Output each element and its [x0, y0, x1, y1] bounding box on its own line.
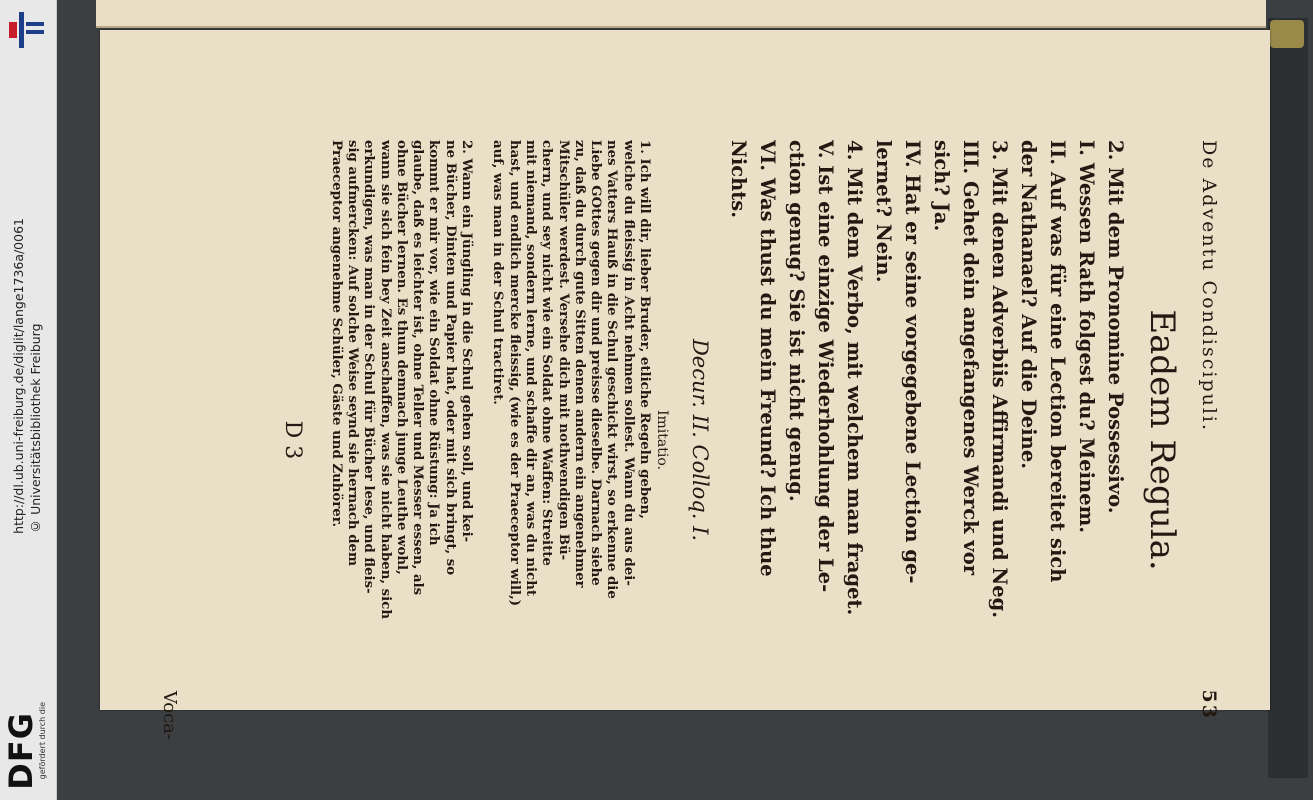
text-line: ction genug? Sie ist nicht genug.: [785, 140, 808, 502]
section-heading: Decur. II. Colloq. I.: [688, 338, 712, 542]
text-line: III. Gehet dein angefangenes Werck vor: [959, 140, 982, 576]
text-line: der Nathanael? Auf die Deine.: [1017, 140, 1040, 470]
ub-freiburg-logo-icon: [5, 8, 49, 52]
text-line: hast, und endlich mercke fleissig, (wie es der Praeceptor will,): [506, 140, 522, 606]
text-line: auf, was man in der Schul tractiret.: [490, 140, 506, 405]
text-line: zu, daß du durch gute Sitten denen andern ein angenehmer: [571, 140, 587, 588]
running-head: [1198, 140, 1220, 720]
page-title: Eadem Regula.: [1142, 309, 1182, 571]
text-line: sich? Ja.: [930, 140, 953, 232]
paragraph-1: [489, 140, 652, 730]
catchword: Voca-: [159, 690, 180, 740]
text-line: sig aufmercken: Auf solche Weise seynd sie hernach dem: [344, 140, 360, 567]
text-line: mit niemand, sondern lerne, und schaffe dir an, was du nicht: [522, 140, 538, 597]
text-line: Praeceptor angenehme Schüler, Gäste und Zuhörer.: [328, 140, 344, 528]
text-line: lernet? Nein.: [872, 140, 895, 283]
text-line: ohne Bücher lernen. Es thun demnach junge Leuthe wohl,: [393, 140, 409, 575]
text-line: chern, und sey nicht wie ein Soldat ohne Waffen: Streitte: [539, 140, 555, 566]
page-number: 53: [1198, 689, 1220, 720]
binding-thread: [1270, 20, 1304, 48]
viewer-sidebar: [0, 0, 57, 800]
text-line: 1. Ich will dir, lieber Bruder, etliche Regeln geben,: [637, 140, 652, 519]
text-line: IV. Hat er seine vorgegebene Lection ge-: [901, 140, 924, 584]
signature-mark: D 3: [280, 420, 305, 460]
viewer-url[interactable]: http://dl.ub.uni-freiburg.de/diglit/lange1736a/0061: [11, 218, 26, 534]
text-line: I. Wessen Rath folgest du? Meinem.: [1075, 140, 1098, 534]
text-line: kommt er mir vor, wie ein Soldat ohne Rüstung: Ja ich: [426, 140, 442, 546]
page-text: [110, 140, 1220, 740]
text-line: 4. Mit dem Verbo, mit welchem man fraget.: [843, 140, 866, 616]
rule-lines: [724, 140, 1130, 730]
book-binding: [1268, 18, 1308, 778]
text-line: V. Ist eine einzige Wiederhohlung der Le-: [814, 140, 837, 593]
text-line: welche du fleissig in Acht nehmen sollest. Wann du aus dei-: [620, 140, 636, 586]
text-line: 3. Mit denen Adverbiis Affirmandi und Neg.: [988, 140, 1011, 619]
dfg-funder-text: gefördert durch die: [38, 702, 47, 780]
text-line: VI. Was thust du mein Freund? Ich thue: [756, 140, 779, 577]
text-line: nes Vatters Hauß in die Schul geschickt wirst, so erkenne die: [604, 140, 620, 599]
previous-page-edge: [96, 0, 1266, 28]
text-line: II. Auf was für eine Lection bereitet sich: [1046, 140, 1069, 583]
text-line: 2. Wann ein Jüngling in die Schul gehen soll, und kei-: [459, 140, 474, 543]
text-line: glaube, daß es leichter ist, ohne Teller und Messer essen, als: [410, 140, 426, 596]
text-line: Liebe GOttes gegen dir und preisse dieselbe. Darnach siehe: [588, 140, 604, 586]
text-line: ne Bücher, Dinten und Papier hat, oder mit sich bringt, so: [442, 140, 458, 576]
text-line: Nichts.: [727, 140, 750, 219]
dfg-logo: DFG: [2, 712, 40, 790]
paragraph-2: [327, 140, 474, 730]
running-head-text: De Adventu Condiscipuli.: [1198, 140, 1220, 433]
text-line: wann sie sich fein bey Zeit anschaffen, was sie nicht haben, sich: [377, 140, 393, 619]
text-line: erkundigen, was man in der Schul für Bücher lese, und fleis-: [361, 140, 377, 594]
text-line: Mitschüler werdest. Versehe dich mit nothwendigen Bü-: [555, 140, 571, 561]
viewer-copyright: © Universitätsbibliothek Freiburg: [28, 323, 43, 534]
text-line: 2. Mit dem Pronomine Possessivo.: [1104, 140, 1127, 514]
viewer-url-text: [10, 218, 44, 534]
subsection-heading: Imitatio.: [654, 410, 670, 470]
